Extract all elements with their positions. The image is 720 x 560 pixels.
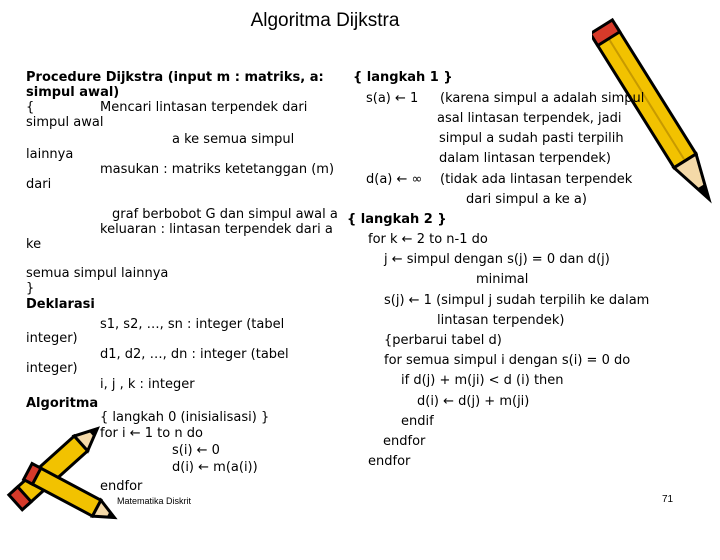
declaration-line: integer) (26, 361, 78, 376)
step-1-header: { langkah 1 } (353, 70, 453, 85)
algorithm-line: { langkah 0 (inisialisasi) } (100, 410, 270, 425)
algorithm-line: endfor (383, 434, 426, 449)
declaration-line: d1, d2, …, dn : integer (tabel (100, 347, 289, 362)
algorithm-line: s(a) ← 1 (366, 91, 419, 106)
comment-line: simpul awal (26, 115, 104, 130)
procedure-header-cont: simpul awal) (26, 85, 120, 100)
comment-line: ke (26, 237, 42, 252)
procedure-header: Procedure Dijkstra (input m : matriks, a: (26, 70, 324, 85)
declaration-line: s1, s2, …, sn : integer (tabel (100, 317, 285, 332)
comment-line: dari (26, 177, 52, 192)
comment-line: lainnya (26, 147, 74, 162)
step-2-header: { langkah 2 } (347, 212, 447, 227)
algorithm-line: endfor (100, 479, 143, 494)
comment-line: graf berbobot G dan simpul awal a (112, 207, 338, 222)
comment-open: { (26, 100, 35, 115)
comment-line: semua simpul lainnya (26, 266, 169, 281)
algorithm-line: s(j) ← 1 (simpul j sudah terpilih ke dalam (384, 293, 650, 308)
section-algoritma: Algoritma (26, 396, 99, 411)
algorithm-line: d(a) ← ∞ (366, 172, 423, 187)
comment-line: Mencari lintasan terpendek dari (100, 100, 308, 115)
algorithm-line: {perbarui tabel d) (384, 333, 502, 348)
page-title: Algoritma Dijkstra (250, 10, 400, 31)
pencil-icon-bottom-left-2 (20, 440, 130, 560)
algorithm-line: j ← simpul dengan s(j) = 0 dan d(j) (384, 252, 610, 267)
footer-course: Matematika Diskrit (117, 496, 192, 506)
declaration-line: integer) (26, 331, 78, 346)
algorithm-line: if d(j) + m(ji) < d (i) then (401, 373, 564, 388)
algorithm-line: for semua simpul i dengan s(i) = 0 do (384, 353, 631, 368)
comment-line: keluaran : lintasan terpendek dari a (100, 222, 333, 237)
algorithm-line: for k ← 2 to n-1 do (368, 232, 488, 247)
comment-line: a ke semua simpul (172, 132, 295, 147)
algorithm-line: s(i) ← 0 (172, 443, 220, 458)
algorithm-line: endfor (368, 454, 411, 469)
algorithm-comment: (tidak ada lintasan terpendek (440, 172, 633, 187)
algorithm-comment: simpul a sudah pasti terpilih (439, 131, 624, 146)
algorithm-line: endif (401, 414, 434, 429)
comment-line: masukan : matriks ketetanggan (m) (100, 162, 335, 177)
algorithm-comment: (karena simpul a adalah simpul (440, 91, 645, 106)
declaration-line: i, j , k : integer (100, 377, 195, 392)
algorithm-line: d(i) ← d(j) + m(ji) (417, 394, 530, 409)
algorithm-line: for i ← 1 to n do (100, 426, 203, 441)
algorithm-comment: asal lintasan terpendek, jadi (437, 111, 622, 126)
comment-close: } (26, 281, 35, 296)
algorithm-comment: dalam lintasan terpendek) (439, 151, 612, 166)
algorithm-line: lintasan terpendek) (437, 313, 565, 328)
algorithm-line: minimal (476, 272, 529, 287)
section-deklarasi: Deklarasi (26, 297, 95, 312)
algorithm-comment: dari simpul a ke a) (466, 192, 587, 207)
algorithm-line: d(i) ← m(a(i)) (172, 460, 258, 475)
page-number: 71 (662, 494, 674, 505)
